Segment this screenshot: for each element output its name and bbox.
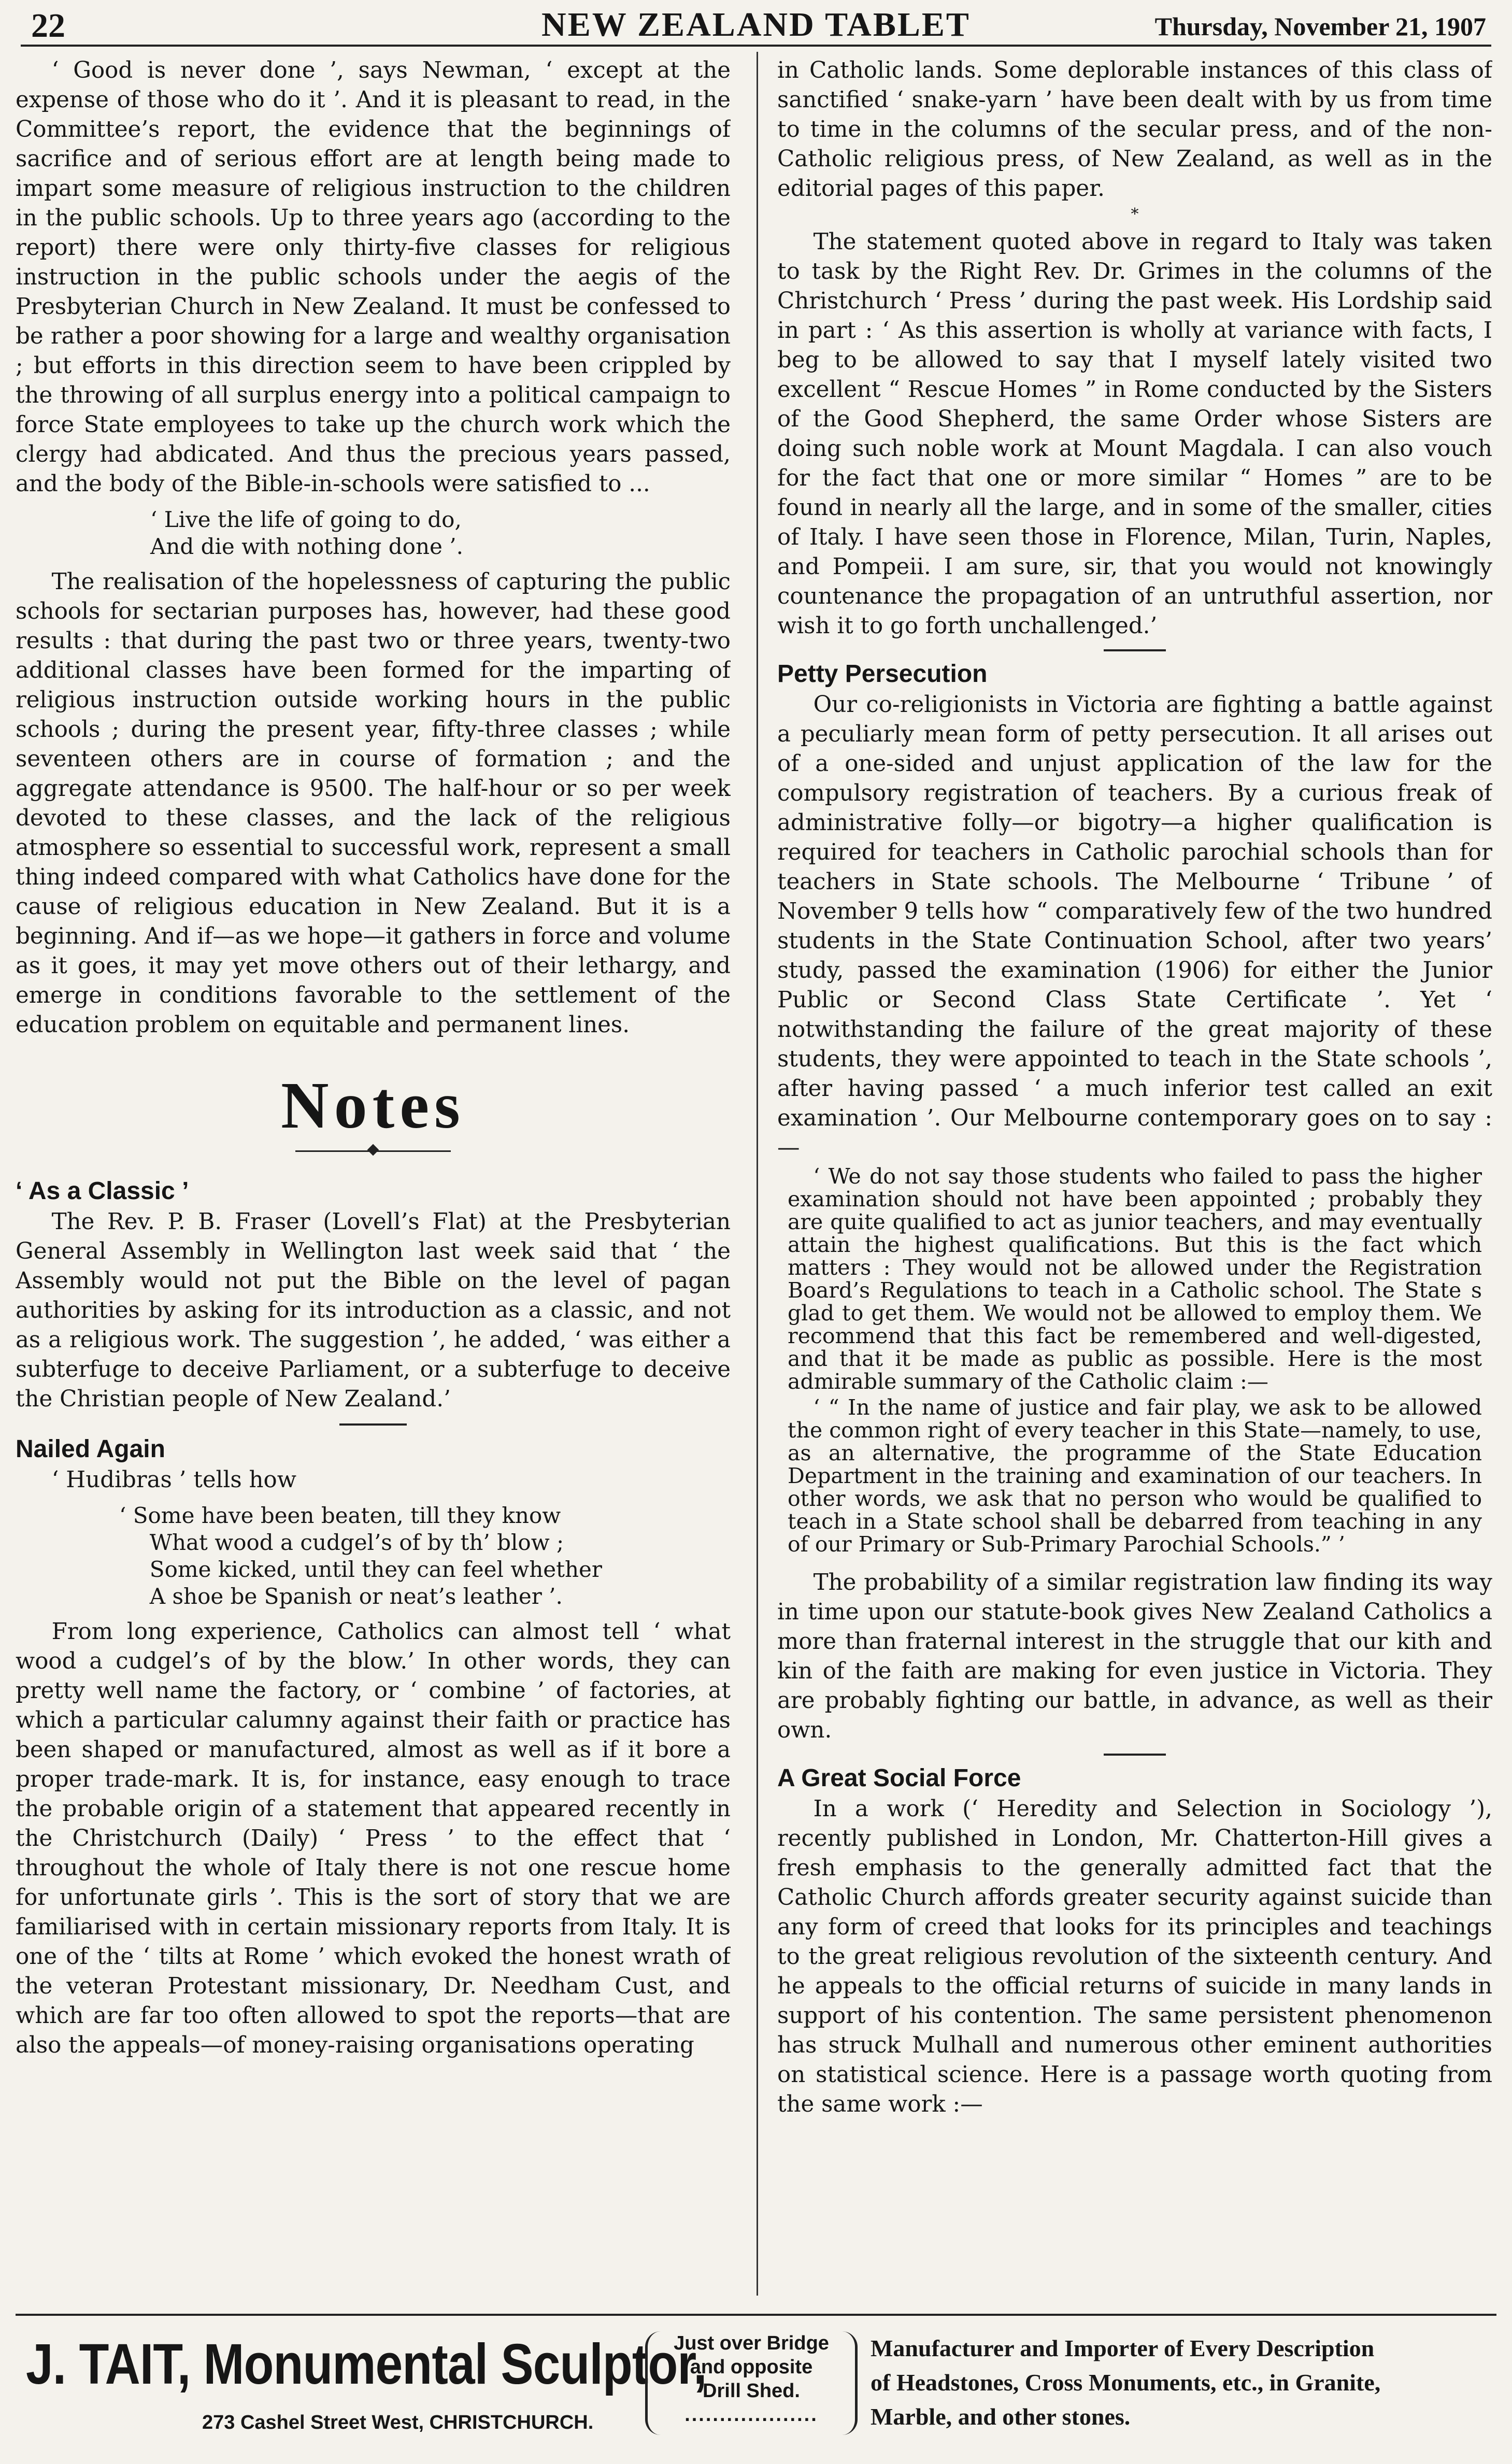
paragraph-hudibras-intro: ‘ Hudibras ’ tells how bbox=[51, 1467, 296, 1493]
paragraph-petty-persecution: Our co-religionists in Victoria are fighting a battle against a peculiarly mean form of petty persecution. It all arises out of a one-sided and unjust application of the law for the compulsory registration of teachers. By a curious freak of administrative folly—or bigotry—a higher qualification is required for teachers in Catholic parochial schools than for teachers in State schools. The Melbourne ‘ Tribune ’ of November 9 tells how “ comparatively few of the two hundred students in the State Continuation School, after two years’ study, passed the examination (1906) for either the Junior Public or Second Class State Certificate ’. Yet ‘ notwithstanding the failure of the great majority of these students, they were appointed to teach in the State schools ’, after having passed ‘ a much inferior test called an exit examination ’. Our Melbourne contemporary goes on to say :— bbox=[777, 692, 1492, 1161]
advertiser-name: J. TAIT, Monumental Sculptor, bbox=[26, 2332, 707, 2396]
block-quote bbox=[788, 1165, 1482, 1556]
quote-paragraph: ‘ “ In the name of justice and fair play, we ask to be allowed the common right of every teacher in this State—namely, to use, as an alternative, the programme of the State Education Department in the training and examination of our teachers. In other words, we ask that no person who would be qualified to teach in a State school shall be debarred from teaching in any of our Primary or Sub-Primary Parochial Schools.” ’ bbox=[788, 1395, 1482, 1557]
verse-line: And die with nothing done ’. bbox=[150, 534, 463, 559]
advertiser-address: 273 Cashel Street West, CHRISTCHURCH. bbox=[202, 2412, 594, 2433]
verse-hudibras bbox=[119, 1502, 731, 1610]
left-column bbox=[16, 56, 731, 2289]
asterisk-divider: * bbox=[1131, 205, 1139, 223]
verse-line: Some kicked, until they can feel whether bbox=[149, 1557, 602, 1582]
heading-great-social-force: A Great Social Force bbox=[777, 1764, 1021, 1792]
location-line: Drill Shed. bbox=[703, 2380, 800, 2402]
paragraph-probability: The probability of a similar registration law finding its way in time upon our statute-book gives New Zealand Catholics a more than fraternal interest in the struggle that our kith and kin of the faith are making for even justice in Victoria. They are probably fighting our battle, in advance, as well as their own. bbox=[777, 1570, 1492, 1743]
dotted-leader: ................... bbox=[684, 2404, 818, 2426]
quote-paragraph: ‘ We do not say those students who failed to pass the higher examination should not have been appointed ; probably they are quite qualified to act as junior teachers, and may eventually attain the highest qualifications. But this is the fact which matters : They would not be allowed under the Registration Board’s Regulations to teach in a Catholic school. The State s glad to get them. We would not be allowed to employ them. We recommend that this fact be remembered and well-digested, and that it be made as public as possible. Here is the most admirable summary of the Catholic claim :— bbox=[788, 1164, 1482, 1394]
paragraph-social-force: In a work (‘ Heredity and Selection in Sociology ’), recently published in London, Mr. Chatterton-Hill gives a fresh emphasis to the generally admitted fact that the Catholic Church affords greater security against suicide than any form of creed that looks for its principles and teachings to the great religious revolution of the sixteenth century. And he appeals to the official returns of suicide in many lands in support of his contention. The same persistent phenomenon has struck Mulhall and numerous other eminent authorities on statistical science. Here is a passage worth quoting from the same work :— bbox=[777, 1796, 1492, 2117]
description-line: Marble, and other stones. bbox=[871, 2403, 1131, 2430]
paragraph-continuation: in Catholic lands. Some deplorable instances of this class of sanctified ‘ snake-yarn ’ have been dealt with by us from time to time in the columns of the secular press, and of the non-Catholic religious press, of New Zealand, as well as in the editorial pages of this paper. bbox=[777, 58, 1492, 202]
paragraph-as-a-classic: The Rev. P. B. Fraser (Lovell’s Flat) at the Presbyterian General Assembly in Wellington last week said that ‘ the Assembly would not put the Bible on the level of pagan authorities by asking for its introduction as a classic, and not as a religious work. The suggestion ’, he added, ‘ was either a subterfuge to deceive Parliament, or a subterfuge to deceive the Christian people of New Zealand.’ bbox=[16, 1209, 731, 1412]
divider bbox=[1104, 649, 1166, 651]
paragraph-realisation: The realisation of the hopelessness of capturing the public schools for sectarian purposes has, however, had these good results : that during the past two or three years, twenty-two additional classes have been formed for the imparting of religious instruction outside working hours in the public schools ; during the present year, fifty-three classes ; while seventeen others are in course of formation ; and the aggregate attendance is 9500. The half-hour or so per week devoted to these classes, and the lack of the religious atmosphere so essential to successful work, represent a small thing indeed compared with what Catholics have done for the cause of religious education in New Zealand. But it is a beginning. And if—as we hope—it gathers in force and volume as it goes, it may yet move others out of their lethargy, and emerge in conditions favorable to the settlement of the education problem on equitable and permanent lines. bbox=[16, 569, 731, 1038]
right-column bbox=[777, 56, 1492, 2289]
page-number: 22 bbox=[31, 7, 65, 45]
page-header bbox=[21, 4, 1491, 47]
verse-line: ‘ Live the life of going to do, bbox=[150, 507, 462, 532]
divider bbox=[1104, 1754, 1166, 1756]
heading-as-a-classic: ‘ As a Classic ’ bbox=[16, 1177, 189, 1205]
advertiser-description bbox=[871, 2331, 1492, 2434]
advertisement-footer bbox=[16, 2314, 1496, 2461]
masthead: NEW ZEALAND TABLET bbox=[541, 6, 971, 44]
location-line: and opposite bbox=[690, 2356, 813, 2378]
verse-quote bbox=[150, 506, 731, 560]
paragraph-religious-instruction: ‘ Good is never done ’, says Newman, ‘ except at the expense of those who do it ’. And it is pleasant to read, in the Committee’s report, the evidence that the beginnings of sacrifice and of serious effort are at length being made to impart some measure of religious instruction to the children in the public schools. Up to three years ago (according to the report) there were only thirty-five classes for religious instruction in the public schools under the aegis of the Presbyterian Church in New Zealand. It must be confessed to be rather a poor showing for a large and wealthy organisation ; but efforts in this direction seem to have been crippled by the throwing of all surplus energy into a political campaign to force State employees to take up the church work which the clergy had abdicated. And thus the precious years passed, and the body of the Bible-in-schools were satisfied to ... bbox=[16, 58, 731, 497]
location-line: Just over Bridge bbox=[674, 2332, 829, 2354]
verse-line: A shoe be Spanish or neat’s leather ’. bbox=[149, 1584, 563, 1609]
divider bbox=[339, 1423, 407, 1426]
advertiser-location-box bbox=[645, 2331, 858, 2435]
column-divider bbox=[757, 52, 758, 2296]
description-line: of Headstones, Cross Monuments, etc., in Granite, bbox=[871, 2369, 1381, 2396]
description-line: Manufacturer and Importer of Every Description bbox=[871, 2335, 1375, 2361]
ornamental-divider bbox=[295, 1146, 451, 1156]
verse-line: What wood a cudgel’s of by th’ blow ; bbox=[149, 1530, 564, 1555]
verse-line: ‘ Some have been beaten, till they know bbox=[119, 1503, 561, 1528]
paragraph-nailed-again: From long experience, Catholics can almost tell ‘ what wood a cudgel’s of by the blow.’ In other words, they can pretty well name the factory, or ‘ combine ’ of factories, at which a particular calumny against their faith or practice has been shaped or manufactured, almost as well as if it bore a proper trade-mark. It is, for instance, easy enough to trace the probable origin of a statement that appeared recently in the Christchurch (Daily) ‘ Press ’ to the effect that ‘ throughout the whole of Italy there is not one rescue home for unfortunate girls ’. This is the sort of story that we are familiarised with in certain missionary reports from Italy. It is one of the ‘ tilts at Rome ’ which evoked the honest wrath of the veteran Protestant missionary, Dr. Needham Cust, and which are far too often allowed to spot the reports—that are also the appeals—of money-raising organisations operating bbox=[16, 1619, 731, 2058]
heading-nailed-again: Nailed Again bbox=[16, 1435, 165, 1463]
section-title-notes: Notes bbox=[281, 1069, 465, 1142]
issue-date: Thursday, November 21, 1907 bbox=[1154, 12, 1486, 41]
heading-petty-persecution: Petty Persecution bbox=[777, 660, 988, 688]
paragraph-bishop-grimes: The statement quoted above in regard to Italy was taken to task by the Right Rev. Dr. Grimes in the columns of the Christchurch ‘ Press ’ during the past week. His Lordship said in part : ‘ As this assertion is wholly at variance with facts, I beg to be allowed to say that I myself lately visited two excellent “ Rescue Homes ” in Rome conducted by the Sisters of the Good Shepherd, the same Order whose Sisters are doing such noble work at Mount Magdala. I can also vouch for the fact that one or more similar “ Homes ” are to be found in nearly all the large, and in some of the smaller, cities of Italy. I have seen those in Florence, Milan, Turin, Naples, and Pompeii. I am sure, sir, that you would not knowingly countenance the propagation of an untruthful assertion, nor wish it to go forth unchallenged.’ bbox=[777, 229, 1492, 639]
